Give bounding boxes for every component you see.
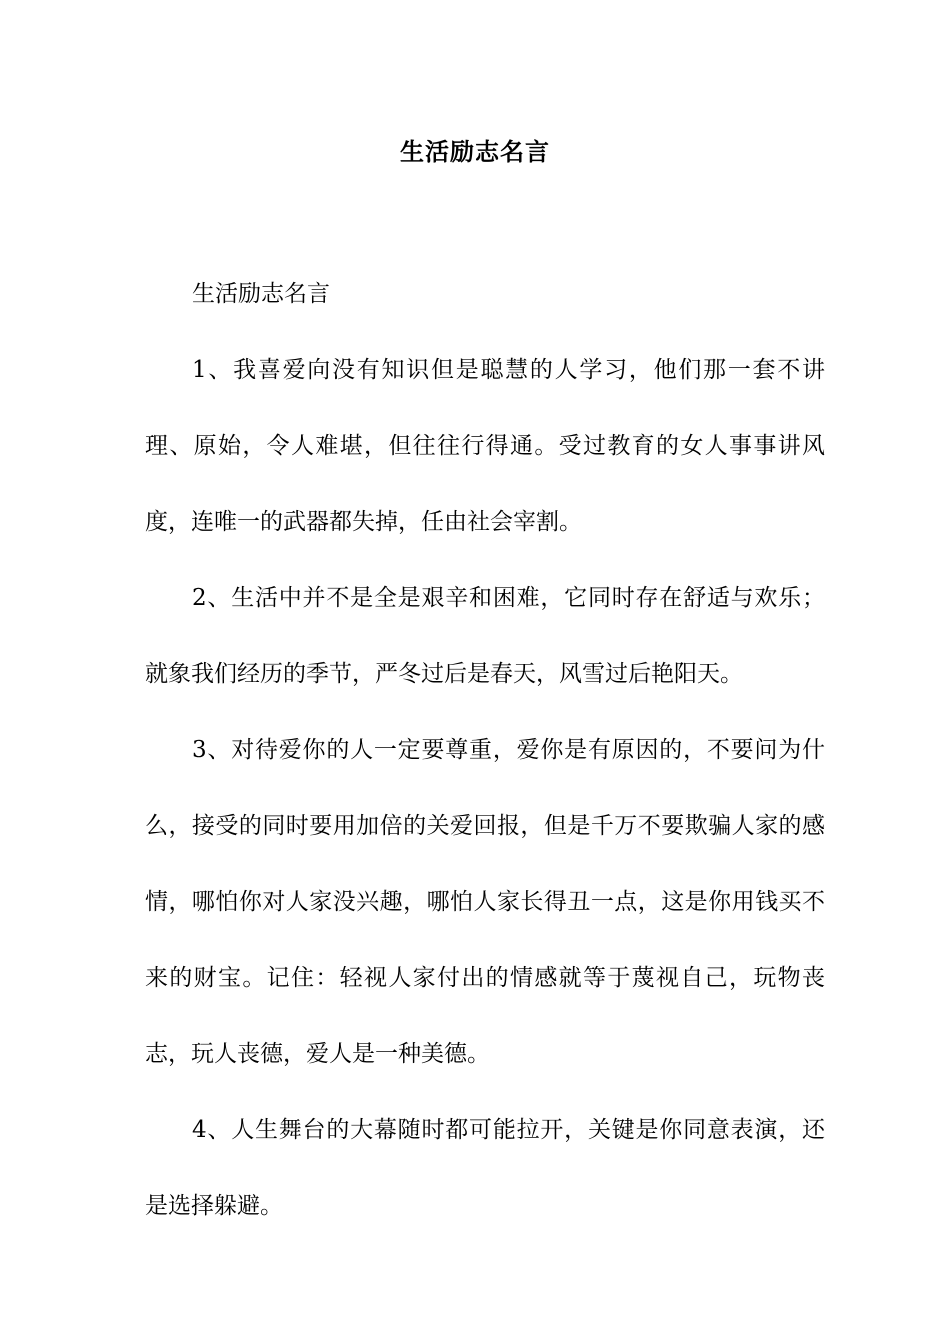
paragraph-quote-3: 3、对待爱你的人一定要尊重，爱你是有原因的，不要问为什么，接受的同时要用加倍的关爱回报，但是千万不要欺骗人家的感情，哪怕你对人家没兴趣，哪怕人家长得丑一点，这是你用钱买不来的财宝。记住：轻视人家付出的情感就等于蔑视自己，玩物丧志，玩人丧德，爱人是一种美德。	[145, 737, 825, 1067]
paragraph-heading: 生活励志名言	[192, 281, 330, 307]
document-title: 生活励志名言	[400, 137, 550, 166]
paragraph-quote-2: 2、生活中并不是全是艰辛和困难，它同时存在舒适与欢乐；就象我们经历的季节，严冬过后是春天，风雪过后艳阳天。	[145, 585, 825, 687]
document-body	[145, 256, 825, 1244]
paragraph-quote-4: 4、人生舞台的大幕随时都可能拉开，关键是你同意表演，还是选择躲避。	[145, 1117, 825, 1219]
paragraph-quote-1: 1、我喜爱向没有知识但是聪慧的人学习，他们那一套不讲理、原始，令人难堪，但往往行得通。受过教育的女人事事讲风度，连唯一的武器都失掉，任由社会宰割。	[145, 357, 825, 535]
